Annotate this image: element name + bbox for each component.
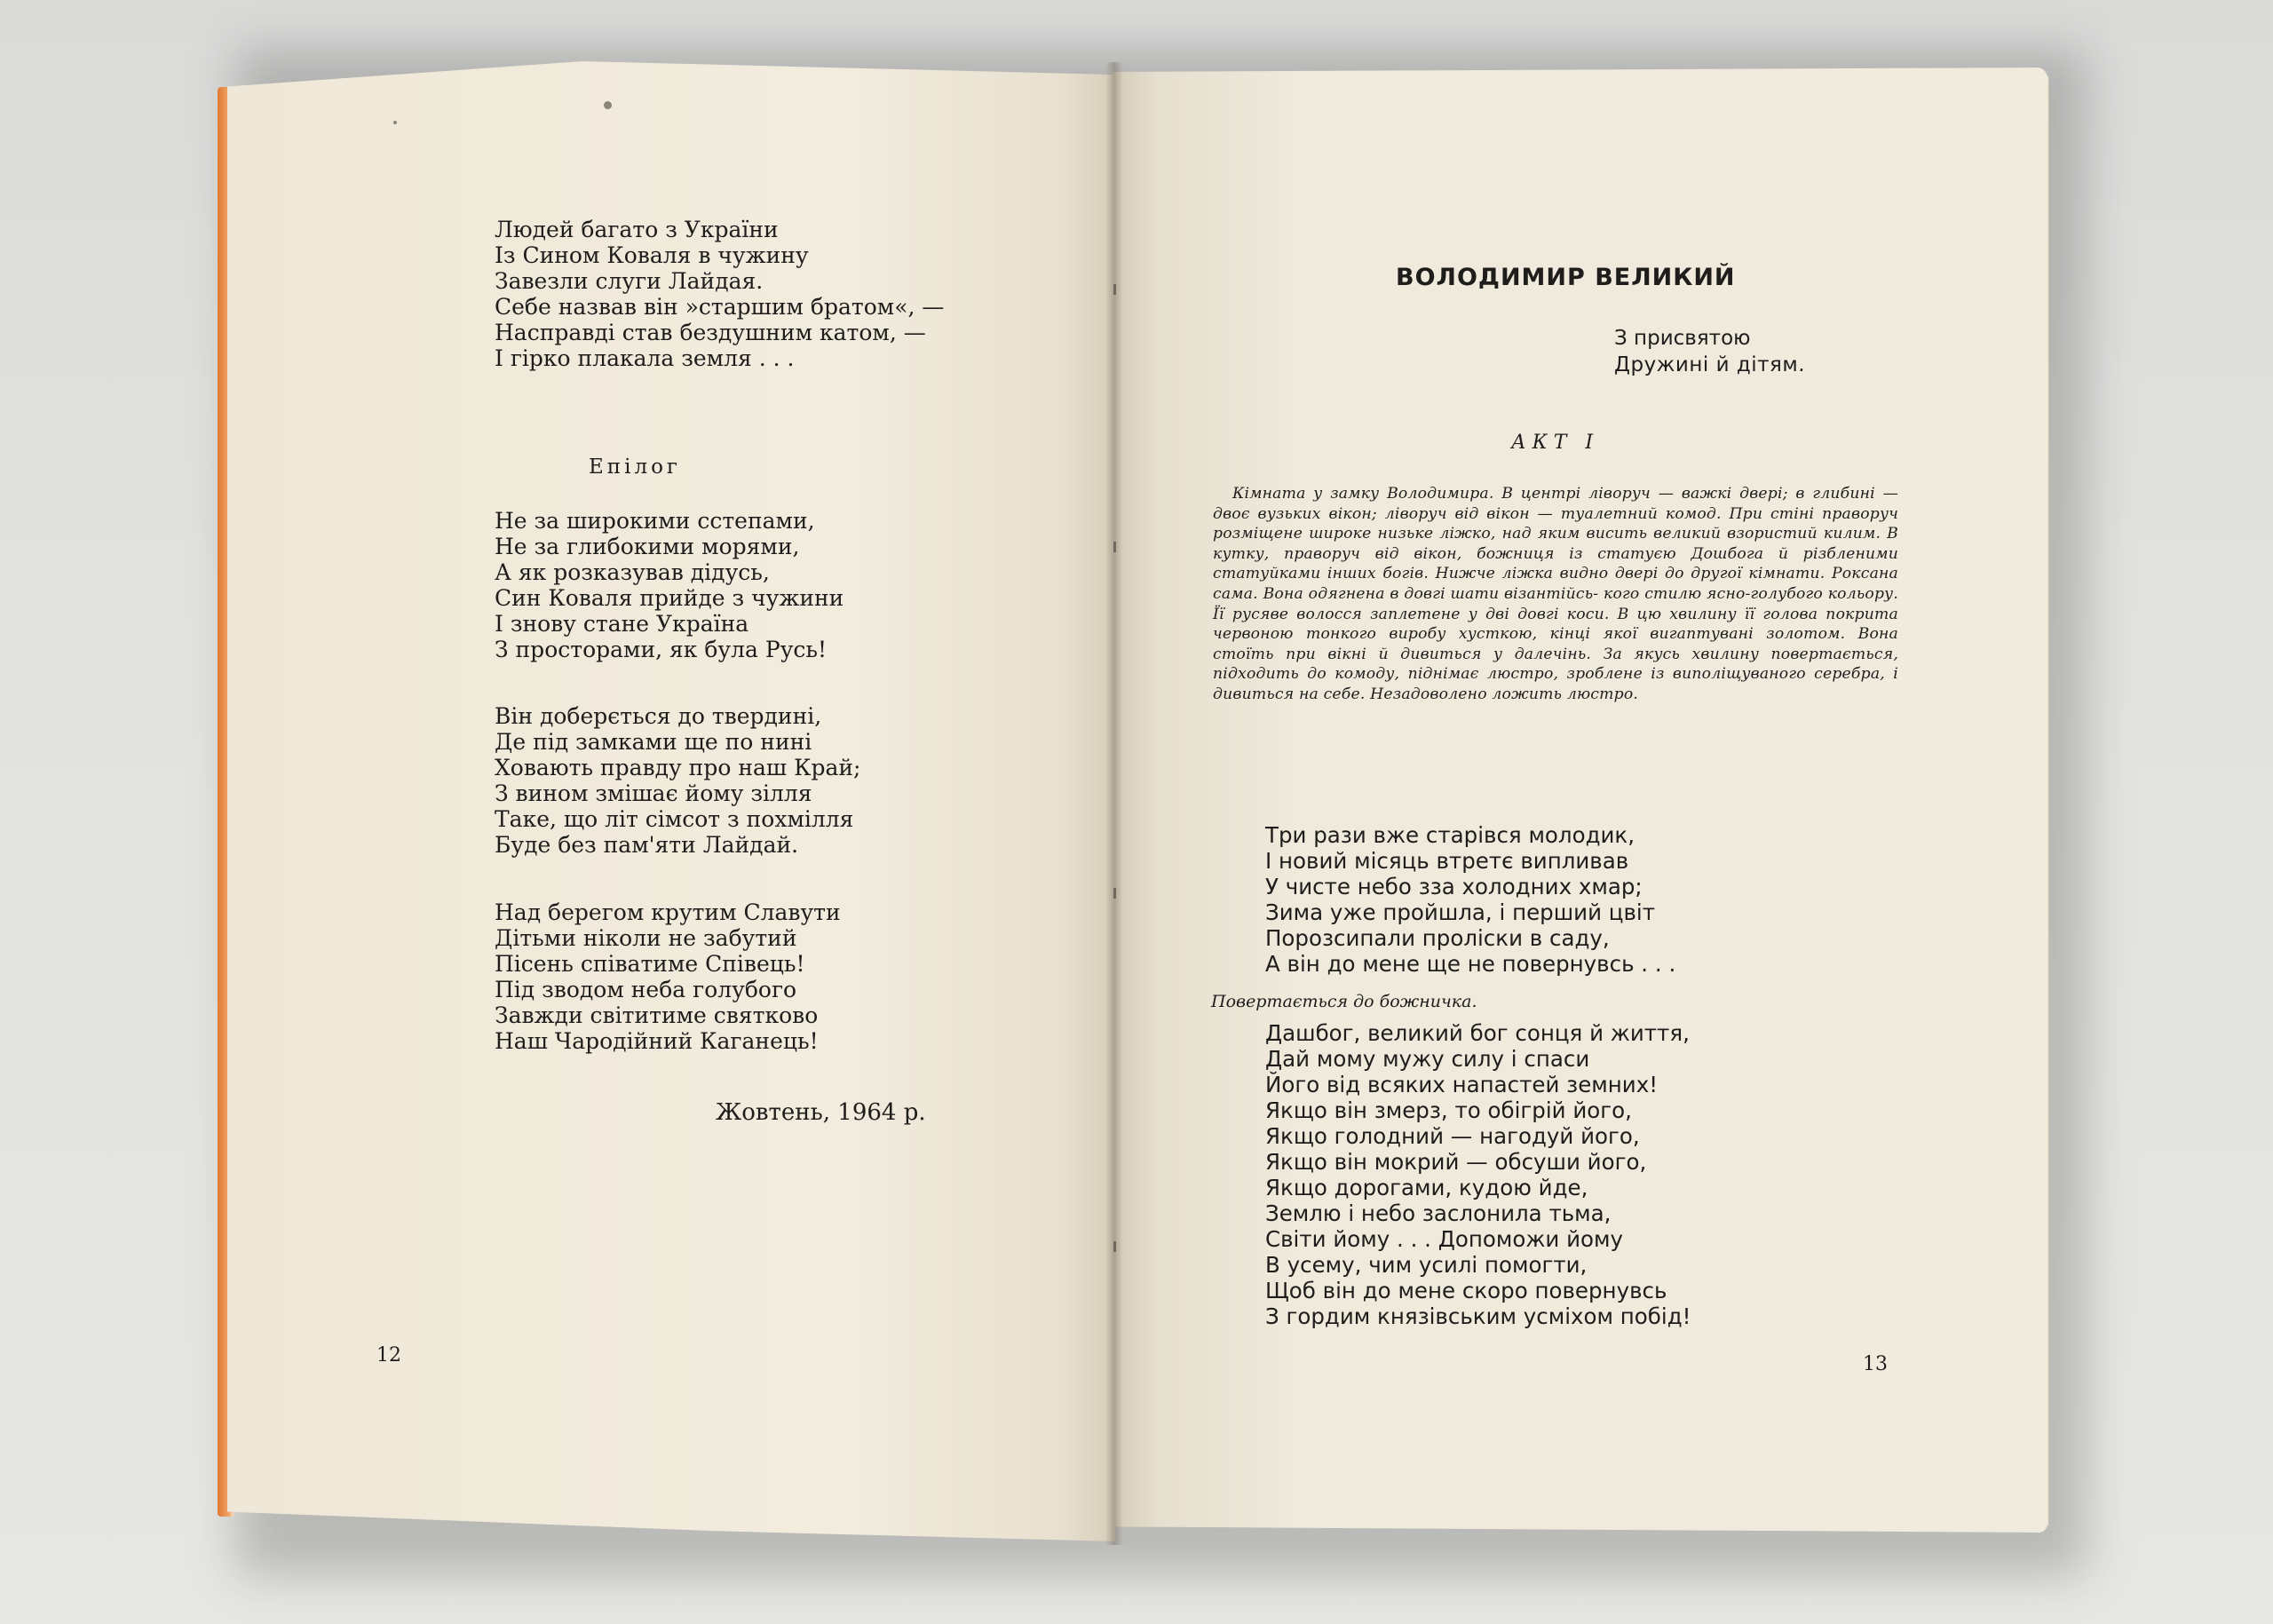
dedication-line: Дружині й дітям.	[1614, 353, 1806, 376]
poem-date: Жовтень, 1964 р.	[716, 1099, 926, 1126]
paper-speck	[604, 101, 612, 109]
verse-line: Не за широкими сстепами,	[495, 508, 815, 534]
verse-line: Порозсипали проліски в саду,	[1265, 925, 1610, 951]
verse-line: Буде без пам'яти Лайдай.	[495, 832, 799, 858]
epilogue-stanza-3	[495, 899, 841, 1054]
play-title: ВОЛОДИМИР ВЕЛИКИЙ	[1396, 264, 1736, 291]
verse-line: Наш Чародійний Каганець!	[495, 1028, 819, 1054]
verse-line: І знову стане Україна	[495, 611, 749, 637]
stage-note: Повертається до божничка.	[1211, 992, 1477, 1011]
verse-line: Дітьми ніколи не забутий	[495, 925, 797, 951]
paper-speck	[393, 121, 397, 124]
verse-line: Таке, що літ сімсот з похмілля	[495, 806, 854, 832]
verse-line: Насправді став бездушним катом, —	[495, 320, 926, 345]
dedication-line: З присвятою	[1614, 327, 1751, 350]
verse-block-2	[1265, 1020, 1691, 1329]
epilogue-stanza-2	[495, 703, 860, 858]
verse-line: Його від всяких напастей земних!	[1265, 1072, 1659, 1097]
verse-line: Якщо дорогами, кудою йде,	[1265, 1175, 1588, 1200]
verse-line: Якщо він змерз, то обігрій його,	[1265, 1097, 1632, 1123]
verse-line: Себе назвав він »старшим братом«, —	[495, 294, 945, 320]
epilogue-heading: Епілог	[589, 456, 681, 479]
verse-line: Над берегом крутим Славути	[495, 899, 841, 925]
act-heading: АКТ І	[1511, 432, 1600, 454]
binding-stitch	[1113, 284, 1116, 295]
verse-line: З просторами, як була Русь!	[495, 637, 828, 662]
verse-line: Не за глибокими морями,	[495, 534, 800, 559]
epilogue-stanza-1	[495, 508, 843, 662]
page-number-right: 13	[1863, 1353, 1888, 1375]
verse-line: Людей багато з України	[495, 217, 779, 242]
verse-line: Ховають правду про наш Край;	[495, 755, 861, 780]
dedication	[1614, 325, 1805, 378]
verse-line: Де під замками ще по нині	[495, 729, 812, 755]
verse-line: Під зводом неба голубого	[495, 977, 797, 1002]
stage-direction: Кімната у замку Володимира. В центрі ліворуч — важкі двері; в глибині — двоє вузьких вікон; ліворуч від вікон — туалетний комод. При стіні праворуч розміщене широке низьке ліжко, над яким висить великий взористий килим. В кутку, праворуч від вікон, божниця із статуєю Дошбога й різбленими статуйками інших богів. Нижче ліжка видно двері до другої кімнати. Роксана сама. Вона одягнена в довгі шати візантійсь- кого стилю ясно-голубого кольору. Її русяве волосся заплетене у дві довгі коси. В цю хвилину її голова покрита червоною тонкого виробу хусткою, кінці якої вигаптувані золотом. Вона стоїть при вікні й дивиться у далечінь. За якусь хвилину повертається, підходить до комоду, піднімає люстро, зроблене із виполіщуваного серебра, і дивиться на себе. Незадоволено ложить люстро.	[1213, 485, 1898, 703]
verse-line: Пісень співатиме Співець!	[495, 951, 805, 977]
verse-line: Завезли слуги Лайдая.	[495, 268, 764, 294]
verse-line: А він до мене ще не повернувсь . . .	[1265, 951, 1676, 977]
verse-block-1	[1265, 822, 1675, 977]
binding-stitch	[1113, 542, 1116, 552]
verse-line: Якщо він мокрий — обсуши його,	[1265, 1149, 1647, 1175]
verse-line: І новий місяць втретє випливав	[1265, 848, 1629, 874]
verse-line: Завжди світитиме святково	[495, 1002, 819, 1028]
verse-line: Дай мому мужу силу і спаси	[1265, 1046, 1590, 1072]
verse-line: Дашбог, великий бог сонця й життя,	[1265, 1020, 1690, 1046]
verse-line: У чисте небо зза холодних хмар;	[1265, 874, 1643, 899]
verse-line: Із Сином Коваля в чужину	[495, 242, 809, 268]
binding-stitch	[1113, 888, 1116, 899]
binding-stitch	[1113, 1241, 1116, 1252]
verse-line: Світи йому . . . Допоможи йому	[1265, 1226, 1624, 1252]
verse-line: Син Коваля прийде з чужини	[495, 585, 844, 611]
verse-line: І гірко плакала земля . . .	[495, 345, 795, 371]
verse-line: Він доберється до твердині,	[495, 703, 822, 729]
verse-line: Землю і небо заслонила тьма,	[1265, 1200, 1612, 1226]
verse-line: Якщо голодний — нагодуй його,	[1265, 1123, 1640, 1149]
verse-line: Зима уже пройшла, і перший цвіт	[1265, 899, 1655, 925]
verse-line: Щоб він до мене скоро повернувсь	[1265, 1278, 1667, 1303]
verse-line: З гордим князівським усміхом побід!	[1265, 1303, 1691, 1329]
stanza-top	[495, 217, 944, 371]
verse-line: В усему, чим усилі помогти,	[1265, 1252, 1588, 1278]
verse-line: Три рази вже старівся молодик,	[1265, 822, 1635, 848]
page-number-left: 12	[376, 1344, 401, 1367]
verse-line: З вином змішає йому зілля	[495, 780, 812, 806]
verse-line: А як розказував дідусь,	[495, 559, 770, 585]
